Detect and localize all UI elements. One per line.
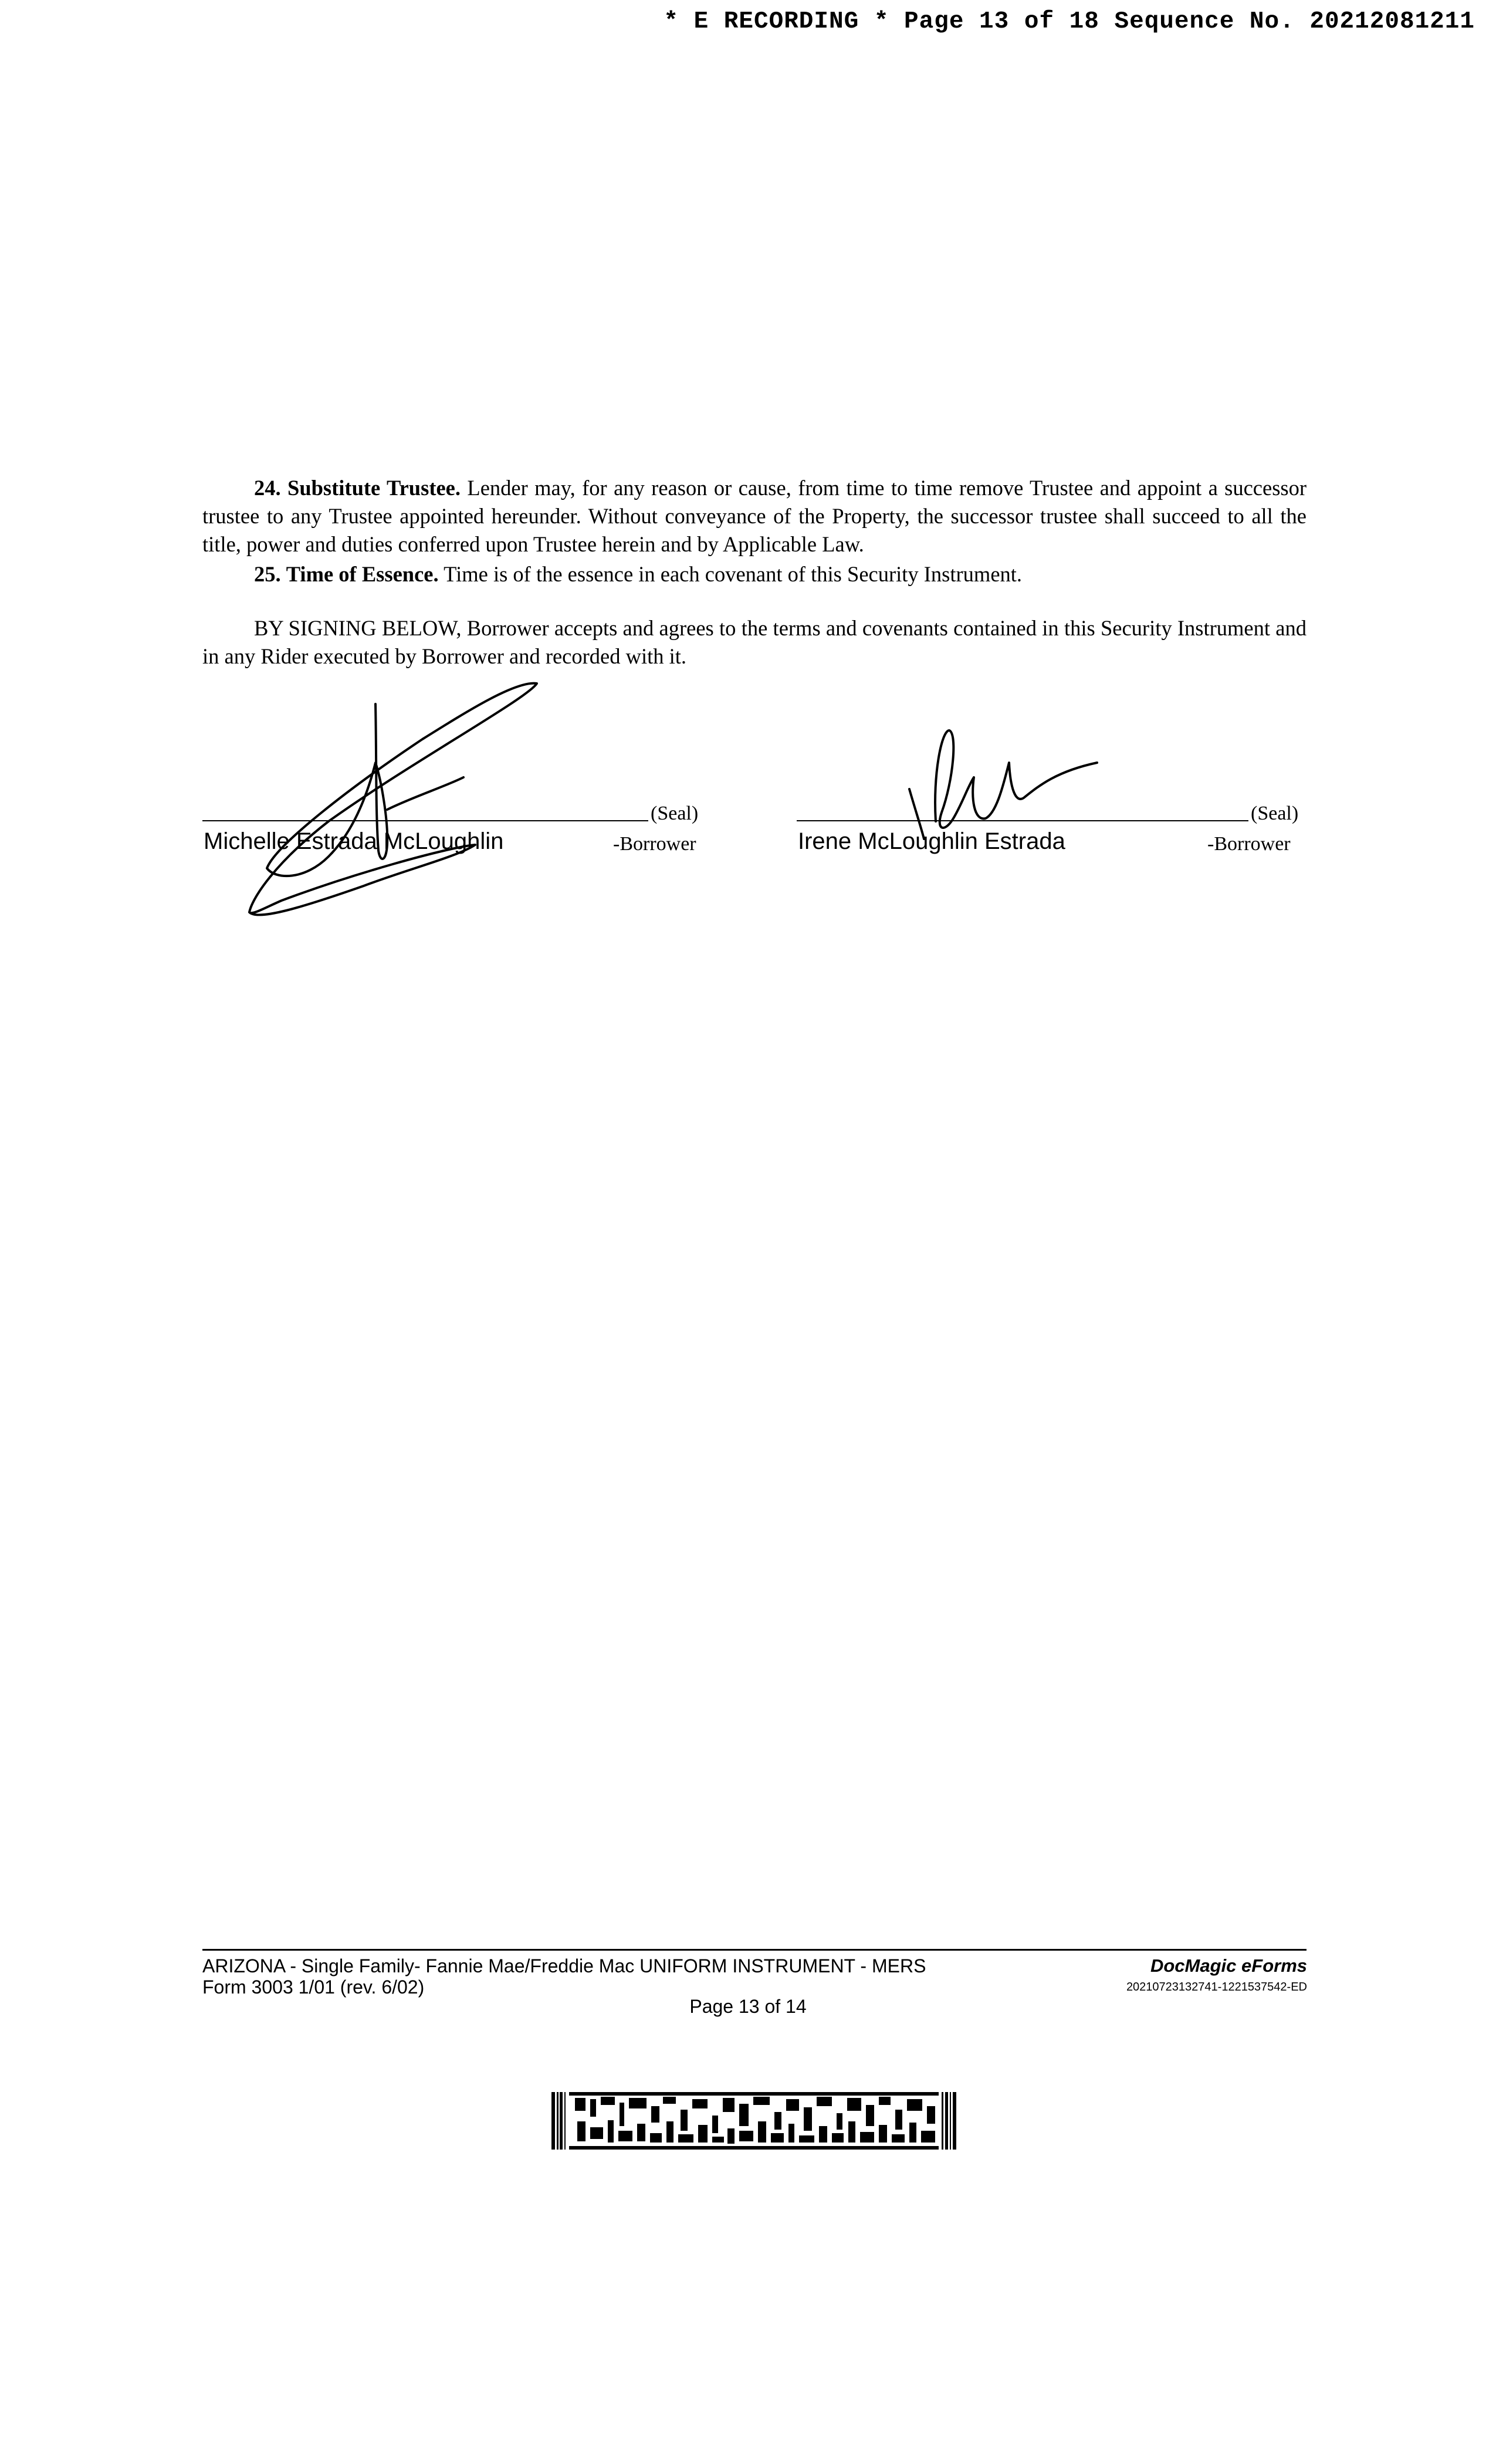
section-25-number: 25. bbox=[254, 562, 281, 586]
docmagic-logo: DocMagic eForms bbox=[1150, 1955, 1307, 1976]
signature-line bbox=[797, 820, 1248, 821]
barcode-body bbox=[569, 2092, 939, 2150]
signing-statement-text: BY SIGNING BELOW, Borrower accepts and agrees to the terms and covenants contained in this Security Instrument and in any Rider executed by Borrower and recorded with it. bbox=[202, 616, 1307, 668]
barcode-image bbox=[551, 2092, 956, 2150]
section-25-heading: Time of Essence. bbox=[286, 562, 439, 586]
section-24 bbox=[202, 474, 1307, 559]
form-number: Form 3003 1/01 (rev. 6/02) bbox=[202, 1976, 425, 1998]
signing-statement bbox=[202, 614, 1307, 671]
document-id: 20210723132741-1221537542-ED bbox=[1126, 1981, 1307, 1993]
signature-line bbox=[202, 820, 648, 821]
signature-block-1 bbox=[202, 803, 707, 902]
form-title: ARIZONA - Single Family- Fannie Mae/Freddie Mac UNIFORM INSTRUMENT - MERS bbox=[202, 1955, 926, 1976]
seal-label: (Seal) bbox=[1251, 803, 1299, 824]
section-24-heading: Substitute Trustee. bbox=[287, 476, 461, 500]
borrower-name: Michelle Estrada McLoughlin bbox=[204, 828, 504, 854]
recording-stamp: * E RECORDING * Page 13 of 18 Sequence No. 20212081211 bbox=[664, 8, 1475, 35]
seal-label: (Seal) bbox=[651, 803, 699, 824]
borrower-role-label: -Borrower bbox=[613, 833, 696, 855]
section-25 bbox=[202, 560, 1307, 588]
footer-rule bbox=[202, 1949, 1307, 1951]
section-24-number: 24. bbox=[254, 476, 281, 500]
borrower-name: Irene McLoughlin Estrada bbox=[798, 828, 1065, 854]
signature-block-2 bbox=[797, 803, 1307, 902]
borrower-role-label: -Borrower bbox=[1207, 833, 1291, 855]
footer-form-info bbox=[202, 1955, 926, 1998]
section-24-text: Lender may, for any reason or cause, from time to time remove Trustee and appoint a successor trustee to any Trustee appointed hereunder. Without conveyance of the Property, the successor trustee shall succeed to all the title, power and duties conferred upon Trustee herein and by Applicable Law. bbox=[202, 476, 1307, 556]
section-25-text: Time is of the essence in each covenant of this Security Instrument. bbox=[444, 562, 1023, 586]
page-number: Page 13 of 14 bbox=[689, 1996, 807, 2017]
